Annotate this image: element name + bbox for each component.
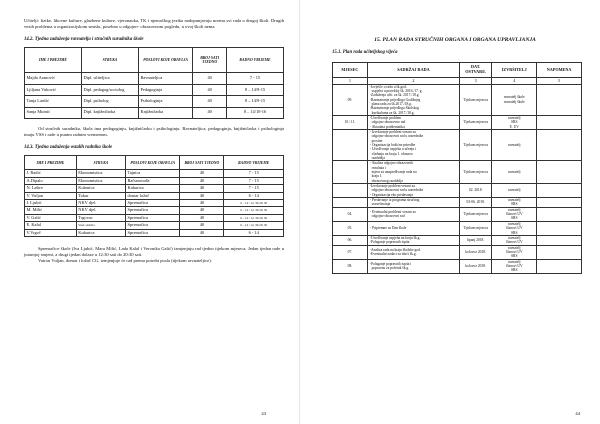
content-line: - Utvrđivanje uspjeha u učenju i	[369, 147, 417, 152]
month-cell: 04.	[333, 207, 368, 221]
table-cell: 40	[180, 192, 224, 199]
table-cell: V. Vuljan	[25, 192, 77, 199]
column-number: 1	[333, 78, 368, 85]
content-line: prosine.	[369, 138, 384, 143]
executor-line: ravnatelj	[507, 207, 521, 212]
content-line: -Izvješće o radu u šk.god.	[369, 84, 407, 89]
table-cell: 6 - 14	[224, 229, 284, 236]
intro-paragraph: Učitelji: fizike, likovne kulture, glazbene kulture, vjeronauka, TK i njemačkog jezika nadopunjavaju normu svi rada u drugoj školi. Drugih vezih problema u organizacijskom smislu, posebno u odgojno- obrazovnom pogledu, u ovoj školi nema.	[24, 18, 284, 30]
content-line: - Eventualni problemi vezani za	[369, 209, 416, 214]
column-header: POSLOVI KOJE OBAVLJA	[138, 48, 192, 73]
executor-line: članovi UV	[505, 212, 523, 217]
table-row	[25, 207, 284, 214]
table-cell: 7 - 15	[224, 185, 284, 192]
date-cell: 02. 2018.	[459, 184, 491, 198]
table-row	[25, 170, 284, 177]
month-cell	[333, 129, 368, 160]
executor-line: ravnatelj	[507, 142, 521, 147]
month-cell: 06.	[333, 235, 368, 245]
executor-cell	[492, 245, 537, 259]
content-line: kurikuluma za šk. 2017./18.g.	[369, 110, 415, 115]
content-line: -Utvrđivanje problem	[369, 115, 402, 120]
table-cell: 7 - 15	[224, 177, 284, 184]
middle-paragraph: Od stručnih suradnika, škola ima pedagoginju, knjižničarku i psihologinju. Ravnateljica, pedagoginja, knjižničarka i psihologinja imaju VSS i rade u punim radnim vremenom.	[24, 125, 284, 138]
executor-line: članovi UV	[505, 226, 523, 231]
month-cell: 05.	[333, 221, 368, 235]
content-line: vladanju na kraju 1. obrazov.	[369, 151, 414, 156]
table-cell: Knjižničarka	[138, 107, 192, 118]
table-cell: 6 – 14 / 12, 30-20, 30	[224, 200, 284, 207]
table-cell: Spremačica	[126, 229, 180, 236]
table-cell: Tajnica	[126, 170, 180, 177]
executor-line: ravnatelj	[507, 259, 521, 264]
table-row	[25, 200, 284, 207]
content-line: -Razmatranje prijedloga Godišnjeg	[369, 97, 421, 102]
table-cell: domar ložač	[126, 192, 180, 199]
table-cell: 7 - 15	[226, 73, 283, 84]
executor-line: ravnatelj škole	[503, 95, 525, 100]
table-cell: Kuharica	[76, 229, 125, 236]
table-row	[25, 214, 284, 221]
table-cell: 6 – 14 / 12, 30-20, 30	[224, 222, 284, 229]
table-cell: J. Radić	[25, 170, 77, 177]
executor-line: E. UV	[509, 124, 519, 129]
date-cell: Tijekom mjeseca	[459, 221, 491, 235]
date-cell: kolovoz 2018.	[459, 259, 491, 273]
column-header: IME I PREZIME	[25, 48, 82, 73]
table-row	[333, 245, 582, 259]
table-cell: M. Milić	[25, 207, 77, 214]
table-cell: 40	[180, 200, 224, 207]
table-cell: 40	[193, 73, 227, 84]
table-cell: Psihologinja	[138, 96, 192, 107]
note-cell	[537, 221, 582, 235]
content-line: odgojno-obrazovno rad	[369, 120, 406, 125]
column-number: 3	[459, 78, 491, 85]
table-row	[333, 129, 582, 160]
table-row	[333, 207, 582, 221]
table-header-row	[25, 156, 284, 170]
table-cell: Dipl. knjižničarka	[81, 107, 138, 118]
table-row	[25, 229, 284, 236]
executor-line: SRS	[511, 268, 518, 273]
table-cell: Sred. stručna	[76, 222, 125, 229]
note-cell	[537, 129, 582, 160]
executor-line: ravnatelj škole	[503, 99, 525, 104]
content-cell	[367, 221, 459, 235]
table-cell: 7 - 15	[224, 170, 284, 177]
content-line: - Izvršavanje problem vezani za	[369, 129, 416, 134]
content-line: - Pripremne za Dan škole	[369, 226, 407, 231]
executor-line: ravnatelj	[507, 235, 521, 240]
date-cell: Tijekom mjeseca	[459, 115, 491, 129]
table-row	[333, 259, 582, 273]
executor-cell	[492, 235, 537, 245]
table-cell: E. Kalal	[25, 222, 77, 229]
table-row	[25, 107, 284, 118]
executor-line: SRS	[511, 216, 518, 221]
executor-cell	[492, 198, 537, 208]
column-header: STRUKA	[81, 48, 138, 73]
executor-line: ravnatelj	[507, 245, 521, 250]
table-cell: 6 – 14 / 12, 30-20, 30	[224, 214, 284, 221]
content-line: - Organizacija eko predavanja	[369, 192, 413, 197]
month-cell	[333, 161, 368, 184]
content-line: usavršavanja	[369, 202, 391, 207]
table-cell: Tokar	[76, 192, 125, 199]
executor-line: SRS	[511, 230, 518, 235]
table-cell: 40	[180, 177, 224, 184]
column-header: POSLOVI KOJE OBAVLJA	[126, 156, 180, 170]
table-cell: Tanja Laušić	[25, 96, 82, 107]
page-number: 43	[261, 411, 266, 416]
table-cell: NKV djel.	[76, 207, 125, 214]
content-line: -Eventualni zadaci za idući šk.g.	[369, 252, 417, 257]
table-cell: Ljiljana Vuković	[25, 84, 82, 95]
table-row	[333, 84, 582, 115]
executor-cell	[492, 259, 537, 273]
table-cell: Trgovac	[76, 214, 125, 221]
note-cell	[537, 161, 582, 184]
closing-paragraph-1: Spremačice škole (Iva Ljubić, Mara Milić, Lada Kalal i Veronika Galić) izmjenjuju rad tjedno tijekom mjeseca. Jedan tjedan rade u jutarnjoj smjeni, a drugi tjedan dolaze u 12:30 sati do 20:30 sati.	[24, 246, 284, 258]
table-cell: Majda Aranović	[25, 73, 82, 84]
table-cell: 40	[180, 207, 224, 214]
table-cell: Dipl. učiteljica	[81, 73, 138, 84]
table-header-row	[25, 48, 284, 73]
table-cell: 40	[180, 222, 224, 229]
table-cell: 40	[193, 107, 227, 118]
note-cell	[537, 245, 582, 259]
table-cell: Dipl. pedagog/sociolog	[81, 84, 138, 95]
content-cell	[367, 259, 459, 273]
executor-line: SRS	[511, 202, 518, 207]
table-cell: Računovođa	[126, 177, 180, 184]
table-cell: Kuharica	[126, 185, 180, 192]
table-row	[25, 73, 284, 84]
table-cell: 40	[180, 214, 224, 221]
table-cell: 40	[180, 170, 224, 177]
content-line: odgojno-obrazovni rad u razrednike	[369, 188, 424, 193]
table-row	[333, 235, 582, 245]
table-cell: NKV djel.	[76, 200, 125, 207]
table-row	[25, 177, 284, 184]
date-cell: Tijekom mjeseca	[459, 161, 491, 184]
table-cell: 8 – 14/10-16	[226, 107, 283, 118]
section-14-2-title: 14.2. Tjedna zaduženja ravnatelja i stručnih suradnika škole	[24, 37, 144, 43]
table-cell: Sanja Mumić	[25, 107, 82, 118]
note-cell	[537, 115, 582, 129]
page-number: 44	[575, 411, 580, 416]
note-cell	[537, 235, 582, 245]
table-row	[333, 161, 582, 184]
content-line: - Aktualna problematika	[369, 124, 405, 129]
table-cell: I. Ljubić	[25, 200, 77, 207]
content-line: -Utvrđivanje uspjeha na kraju šk.g.	[369, 235, 421, 240]
content-line: uspjehu u protekloj šk. 2016./17. g.	[369, 88, 423, 93]
content-line: - Predavanje iz programa stručnog	[369, 198, 420, 203]
month-cell: 07.	[333, 245, 368, 259]
content-line: odgojno-obrazovni rad	[369, 214, 405, 219]
note-cell	[537, 198, 582, 208]
table-cell: Spremačica	[126, 200, 180, 207]
table-row	[25, 185, 284, 192]
content-line: rezultata i	[369, 165, 386, 170]
note-cell	[537, 207, 582, 221]
column-header: IME I PREZIME	[25, 156, 77, 170]
content-line: odgojno-obrazovni rad u razrednike	[369, 134, 424, 139]
executor-line: SRS	[511, 120, 518, 125]
table-cell: Spremačica	[126, 207, 180, 214]
table-cell: 6 – 14 / 12, 30-20, 30	[224, 207, 284, 214]
table-row	[25, 84, 284, 95]
executor-line: članovi UV	[505, 263, 523, 268]
date-cell: kolovoz 2018.	[459, 245, 491, 259]
table-cell: Spremačica	[126, 222, 180, 229]
content-line: - Analiza odgojno-obrazovnih	[369, 161, 413, 166]
table-cell: 40	[193, 84, 227, 95]
table-cell: Ekonomistica	[76, 170, 125, 177]
content-line: obrazovnog razdoblja	[369, 178, 403, 183]
content-line: -Razmatranje prijedloga Školskog	[369, 106, 419, 111]
content-line: popravnu za početak šk.g.	[369, 266, 410, 271]
content-cell	[367, 129, 459, 160]
content-cell	[367, 207, 459, 221]
executor-line: ravnatelj	[507, 170, 521, 175]
column-header: IZVRŠITELJ	[492, 63, 537, 78]
executor-line: SRS	[511, 254, 518, 259]
executor-line: članovi UV	[505, 249, 523, 254]
column-header: DAT. OSTVARE.	[459, 63, 491, 78]
column-header: NAPOMENA	[537, 63, 582, 78]
table-cell: 40	[193, 96, 227, 107]
right-page	[300, 0, 600, 424]
column-header: MJESEC	[333, 63, 368, 78]
table-cell: A.Dipalo	[25, 177, 77, 184]
table-cell: N. Laštre	[25, 185, 77, 192]
column-header: BROJ SATI TJEDNO	[193, 48, 227, 73]
executor-line: ravnatelj	[507, 221, 521, 226]
content-cell	[367, 198, 459, 208]
month-cell: 09.	[333, 84, 368, 115]
column-header: SADRŽAJ RADA	[367, 63, 459, 78]
note-cell	[537, 184, 582, 198]
content-line: -Polaganje popravnih ispita i	[369, 261, 412, 266]
executor-cell	[492, 115, 537, 129]
executor-cell	[492, 207, 537, 221]
month-cell: 10./ 11.	[333, 115, 368, 129]
executor-line: ravnatelj	[507, 115, 521, 120]
table-row	[333, 198, 582, 208]
content-cell	[367, 115, 459, 129]
table-cell: 40	[180, 229, 224, 236]
executor-line: ravnatelj	[507, 188, 521, 193]
content-line: -Polaganje popravnih ispita	[369, 240, 410, 245]
council-plan-table	[332, 62, 582, 274]
date-cell: Tijekom mjeseca	[459, 207, 491, 221]
column-number: 4	[492, 78, 537, 85]
content-line: -Izvršavanje problem vezani za	[369, 184, 415, 189]
content-line: kraju I.	[369, 174, 383, 179]
date-cell: 03-06. 2018.	[459, 198, 491, 208]
content-cell	[367, 184, 459, 198]
month-cell: 08.	[333, 259, 368, 273]
content-line: - Organizacija božićne priredbe	[369, 142, 416, 147]
chapter-title: 15. PLAN RADA STRUČNIH ORGANA I ORGANA UPRAVLJANJA	[374, 37, 536, 43]
staff-table	[24, 47, 284, 119]
content-line: -Zaduženja učit. za šk. 2017./18.g.	[369, 93, 420, 98]
content-line: -Analiza rada na kraju školske god.	[369, 247, 421, 252]
column-header: STRUKA	[76, 156, 125, 170]
table-cell: 40	[180, 185, 224, 192]
table-cell: Dipl. psiholog	[81, 96, 138, 107]
executor-line: ravnatelj	[507, 198, 521, 203]
month-cell	[333, 184, 368, 198]
section-14-3-title: 14.3. Tjedna zaduženja ostalih radnika škole	[24, 145, 113, 151]
column-header: BROJ SATI TJEDNO	[180, 156, 224, 170]
table-row	[25, 96, 284, 107]
content-line: razdoblja	[369, 156, 386, 160]
column-number: 2	[367, 78, 459, 85]
date-cell: Tijekom mjeseca	[459, 84, 491, 115]
column-header: RADNO VRIJEME	[226, 48, 283, 73]
table-cell: 8 – 14/9-15	[226, 96, 283, 107]
executor-cell	[492, 221, 537, 235]
table-cell: 6 - 14	[224, 192, 284, 199]
note-cell	[537, 259, 582, 273]
table-cell: Kuharica	[76, 185, 125, 192]
content-cell	[367, 84, 459, 115]
table-row	[25, 222, 284, 229]
closing-paragraph-2: Vatron Vuljan, domar i ložač CG, izmjenjuje će rad prema potrebi posla (tijekom ravnateljice).	[38, 258, 212, 264]
content-cell	[367, 235, 459, 245]
table-cell: V.Vrgoč	[25, 229, 77, 236]
table-row	[333, 115, 582, 129]
executor-cell	[492, 184, 537, 198]
column-header: RADNO VRIJEME	[224, 156, 284, 170]
date-cell: Tijekom mjeseca	[459, 129, 491, 160]
content-cell	[367, 161, 459, 184]
table-row	[333, 221, 582, 235]
content-line: mjera za unapređivanje rada na	[369, 170, 417, 175]
other-staff-table	[24, 155, 284, 237]
note-cell	[537, 84, 582, 115]
table-cell: Ekonomistica	[76, 177, 125, 184]
table-cell: 8 – 14/9-15	[226, 84, 283, 95]
table-header-row	[333, 63, 582, 78]
executor-cell	[492, 129, 537, 160]
executor-line: članovi UV	[505, 240, 523, 245]
table-cell: V. Galić	[25, 214, 77, 221]
table-cell: Spremačica	[126, 214, 180, 221]
date-cell: lipanj 2018.	[459, 235, 491, 245]
column-number: 5	[537, 78, 582, 85]
table-row	[25, 192, 284, 199]
executor-cell	[492, 161, 537, 184]
content-cell	[367, 245, 459, 259]
table-cell: Ravnateljica	[138, 73, 192, 84]
table-row	[333, 184, 582, 198]
subsection-title: 15.1. Plan rada učiteljskog vijeća	[332, 50, 398, 55]
content-line: plana rada za šk.2017./18.g.	[369, 101, 412, 106]
table-cell: Pedagoginja	[138, 84, 192, 95]
month-cell	[333, 198, 368, 208]
executor-cell	[492, 84, 537, 115]
